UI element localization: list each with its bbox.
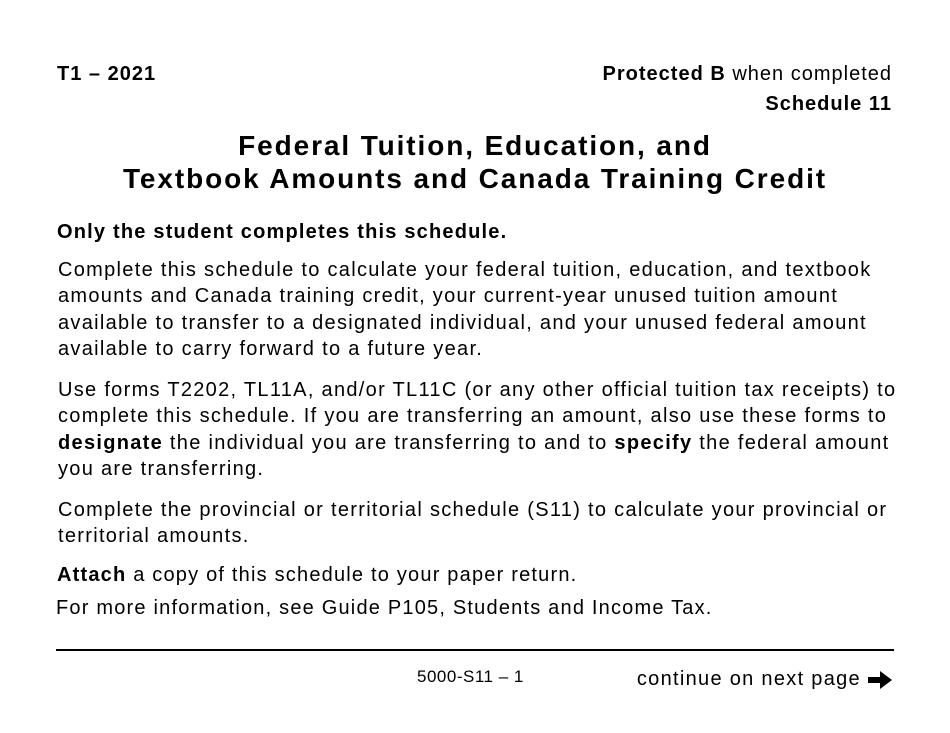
attach-text: a copy of this schedule to your paper return. xyxy=(126,564,578,586)
arrow-right-icon xyxy=(867,669,893,691)
paragraph-forms xyxy=(58,377,898,482)
attach-keyword: Attach xyxy=(57,564,127,586)
more-info-reference: For more information, see Guide P105, Students and Income Tax. xyxy=(56,597,713,619)
form-number: 5000-S11 – 1 xyxy=(417,667,524,686)
paragraph-purpose: Complete this schedule to calculate your federal tuition, education, and textbook amounts and Canada training credit, your current-year unused tuition amount available to transfer to a designated individual, and your unused federal amount available to carry forward to a future year. xyxy=(58,259,872,360)
title-line-2: Textbook Amounts and Canada Training Credit xyxy=(123,163,827,194)
forms-text-1: Use forms T2202, TL11A, and/or TL11C (or any other official tuition tax receipts) to complete this schedule. If you are transferring an amount, also use these forms to xyxy=(58,379,897,428)
attach-instruction xyxy=(57,564,577,587)
continue-label: continue on next page xyxy=(636,668,861,690)
specify-keyword: specify xyxy=(614,431,693,454)
footer-divider xyxy=(56,649,894,651)
title-line-1: Federal Tuition, Education, and xyxy=(238,130,712,161)
continue-next-page xyxy=(637,668,893,691)
protected-qualifier: when completed xyxy=(725,63,892,85)
paragraph-provincial: Complete the provincial or territorial schedule (S11) to calculate your provincial or territorial amounts. xyxy=(58,499,888,548)
schedule-number: Schedule 11 xyxy=(765,93,892,115)
lead-statement: Only the student completes this schedule. xyxy=(57,221,508,243)
form-year: T1 – 2021 xyxy=(57,63,157,85)
designate-keyword: designate xyxy=(58,431,164,454)
forms-text-3: the federal amount you are transferring. xyxy=(58,431,890,480)
protected-label: Protected B xyxy=(602,63,726,85)
forms-text-2: the individual you are transferring to and to xyxy=(163,431,615,454)
page-title xyxy=(0,129,950,195)
protected-notice xyxy=(603,63,892,86)
